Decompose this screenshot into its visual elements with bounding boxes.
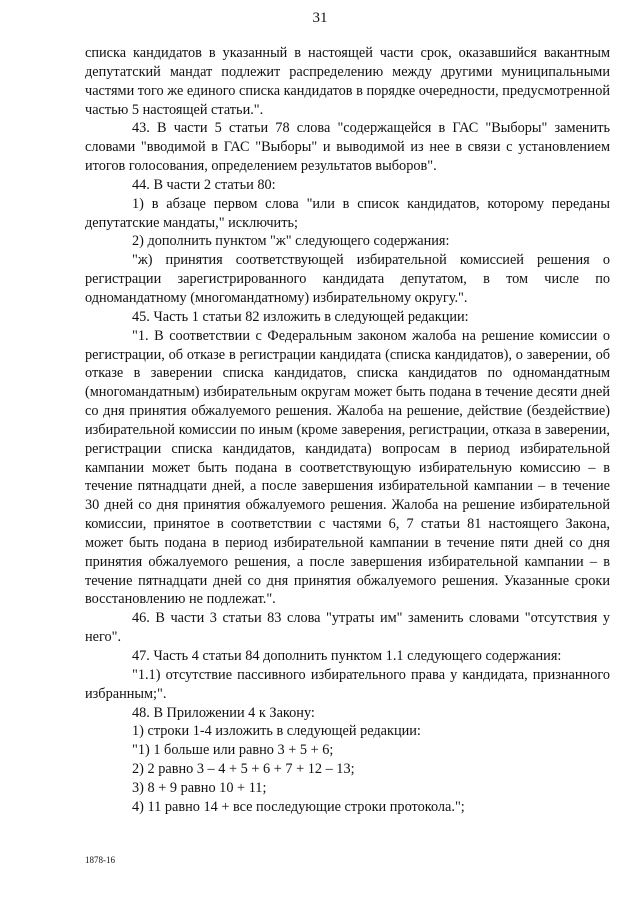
paragraph-item-44-1: 1) в абзаце первом слова "или в список кандидатов, которому переданы депутатские мандаты," исключить;: [85, 195, 610, 231]
document-body: [85, 44, 610, 817]
paragraph-item-45: 45. Часть 1 статьи 82 изложить в следующей редакции:: [132, 308, 469, 325]
paragraph-item-44-zh: "ж) принятия соответствующей избирательной комиссией решения о регистрации зарегистрированного кандидата депутатом, в том числе по одномандатному (многомандатному) избирательному округу.".: [85, 252, 610, 306]
paragraph-continuation: списка кандидатов в указанный в настоящей части срок, оказавшийся вакантным депутатский мандат подлежит распределению между другими муниципальными частями того же единого списка кандидатов в порядке очередности, предусмотренной частью 5 настоящей статьи.".: [85, 45, 610, 118]
paragraph-item-48-1: 1) строки 1-4 изложить в следующей редакции:: [132, 723, 421, 740]
paragraph-item-43: 43. В части 5 статьи 78 слова "содержащейся в ГАС "Выборы" заменить словами "вводимой в ГАС "Выборы" и выводимой из нее в связи с установлением итогов голосования, определением результатов выборов".: [85, 120, 610, 175]
paragraph-item-47: 47. Часть 4 статьи 84 дополнить пунктом 1.1 следующего содержания:: [132, 648, 562, 664]
paragraph-line-3: 3) 8 + 9 равно 10 + 11;: [132, 779, 267, 796]
paragraph-item-44: 44. В части 2 статьи 80:: [132, 176, 276, 193]
paragraph-item-48: 48. В Приложении 4 к Закону:: [132, 704, 315, 721]
paragraph-item-46: 46. В части 3 статьи 83 слова "утраты им" заменить словами "отсутствия у него".: [85, 610, 610, 646]
paragraph-item-47-1-1: "1.1) отсутствие пассивного избирательного права у кандидата, признанного избранным;".: [85, 666, 610, 702]
paragraph-item-44-2: 2) дополнить пунктом "ж" следующего содержания:: [132, 233, 450, 250]
paragraph-line-2: 2) 2 равно 3 – 4 + 5 + 6 + 7 + 12 – 13;: [132, 761, 355, 778]
paragraph-line-4: 4) 11 равно 14 + все последующие строки протокола.";: [132, 798, 465, 815]
page-number: 31: [312, 10, 328, 26]
document-code: 1878-16: [85, 855, 115, 865]
paragraph-line-1: "1) 1 больше или равно 3 + 5 + 6;: [132, 742, 334, 759]
paragraph-item-45-text: "1. В соответствии с Федеральным законом жалоба на решение комиссии о регистрации, об отказе в регистрации кандидата (списка кандидатов), о заверении, об отказе в заверении списка кандидатов, списка кандидатов по одномандатным (многомандатным) избирательным округам может быть подана в течение десяти дней со дня принятия обжалуемого решения. Жалоба на решение, действие (бездействие) избирательной комиссии по иным (кроме заверения, регистрации, отказа в заверении, регистрации списка кандидатов, кандидата) вопросам в период избирательной кампании может быть подана в соответствующую избирательную комиссию – в течение пятнадцати дней, а после завершения избирательной кампании – в течение 30 дней со дня принятия обжалуемого решения. Жалоба на решение избирательной комиссии, принятое в соответствии с частями 6, 7 статьи 81 настоящего Закона, может быть подана в период избирательной кампании в течение пяти дней со дня принятия обжалуемого решения, а после завершения избирательной кампании – в течение пятнадцати дней со дня принятия обжалуемого решения. Указанные сроки восстановлению не подлежат.".: [85, 327, 610, 608]
